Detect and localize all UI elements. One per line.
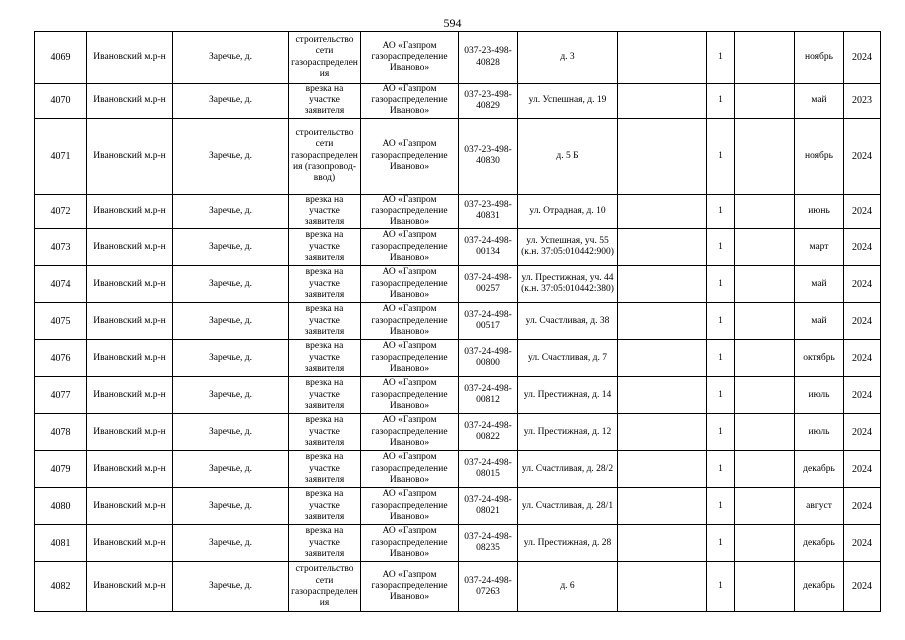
year-cell: 2024 (844, 118, 881, 194)
locality-cell: Заречье, д. (173, 194, 289, 229)
blank-cell (618, 451, 707, 488)
locality-cell: Заречье, д. (173, 84, 289, 119)
work-type-cell: строительство сети газораспределения (газопровод-ввод) (289, 118, 361, 194)
blank-cell (618, 266, 707, 303)
year-cell: 2024 (844, 266, 881, 303)
application-code-cell: 037-24-498-00134 (459, 229, 518, 266)
work-type-cell: врезка на участке заявителя (289, 525, 361, 562)
district-cell: Ивановский м.р-н (87, 340, 173, 377)
blank-cell (735, 562, 795, 612)
address-cell: ул. Успешная, уч. 55 (к.н. 37:05:010442:900) (518, 229, 618, 266)
row-number: 4072 (35, 194, 87, 229)
quantity-cell: 1 (707, 451, 735, 488)
month-cell: декабрь (795, 562, 844, 612)
year-cell: 2024 (844, 488, 881, 525)
address-cell: ул. Престижная, д. 14 (518, 377, 618, 414)
blank-cell (618, 194, 707, 229)
quantity-cell: 1 (707, 488, 735, 525)
work-type-cell: врезка на участке заявителя (289, 303, 361, 340)
address-cell: ул. Счастливая, д. 38 (518, 303, 618, 340)
year-cell: 2024 (844, 525, 881, 562)
work-type-cell: врезка на участке заявителя (289, 488, 361, 525)
address-cell: ул. Успешная, д. 19 (518, 84, 618, 119)
blank-cell (618, 32, 707, 84)
blank-cell (618, 340, 707, 377)
application-code-cell: 037-23-498-40830 (459, 118, 518, 194)
quantity-cell: 1 (707, 303, 735, 340)
table-row (35, 118, 881, 194)
locality-cell: Заречье, д. (173, 488, 289, 525)
organization-cell: АО «Газпром газораспределение Иваново» (361, 84, 459, 119)
locality-cell: Заречье, д. (173, 377, 289, 414)
blank-cell (735, 303, 795, 340)
locality-cell: Заречье, д. (173, 562, 289, 612)
blank-cell (735, 377, 795, 414)
month-cell: июль (795, 414, 844, 451)
row-number: 4077 (35, 377, 87, 414)
table-row (35, 340, 881, 377)
row-number: 4082 (35, 562, 87, 612)
table-row (35, 32, 881, 84)
work-type-cell: врезка на участке заявителя (289, 414, 361, 451)
district-cell: Ивановский м.р-н (87, 525, 173, 562)
organization-cell: АО «Газпром газораспределение Иваново» (361, 340, 459, 377)
organization-cell: АО «Газпром газораспределение Иваново» (361, 562, 459, 612)
table-row (35, 562, 881, 612)
district-cell: Ивановский м.р-н (87, 266, 173, 303)
address-cell: ул. Отрадная, д. 10 (518, 194, 618, 229)
blank-cell (735, 32, 795, 84)
year-cell: 2024 (844, 303, 881, 340)
application-code-cell: 037-24-498-08235 (459, 525, 518, 562)
month-cell: август (795, 488, 844, 525)
row-number: 4081 (35, 525, 87, 562)
locality-cell: Заречье, д. (173, 451, 289, 488)
organization-cell: АО «Газпром газораспределение Иваново» (361, 525, 459, 562)
row-number: 4071 (35, 118, 87, 194)
table-row (35, 194, 881, 229)
district-cell: Ивановский м.р-н (87, 229, 173, 266)
blank-cell (735, 340, 795, 377)
year-cell: 2024 (844, 562, 881, 612)
application-code-cell: 037-24-498-07263 (459, 562, 518, 612)
locality-cell: Заречье, д. (173, 340, 289, 377)
quantity-cell: 1 (707, 266, 735, 303)
month-cell: ноябрь (795, 32, 844, 84)
work-type-cell: врезка на участке заявителя (289, 451, 361, 488)
work-type-cell: врезка на участке заявителя (289, 84, 361, 119)
blank-cell (618, 488, 707, 525)
district-cell: Ивановский м.р-н (87, 562, 173, 612)
locality-cell: Заречье, д. (173, 525, 289, 562)
address-cell: д. 5 Б (518, 118, 618, 194)
quantity-cell: 1 (707, 84, 735, 119)
month-cell: октябрь (795, 340, 844, 377)
organization-cell: АО «Газпром газораспределение Иваново» (361, 266, 459, 303)
address-cell: ул. Счастливая, д. 28/2 (518, 451, 618, 488)
district-cell: Ивановский м.р-н (87, 414, 173, 451)
month-cell: ноябрь (795, 118, 844, 194)
year-cell: 2024 (844, 32, 881, 84)
organization-cell: АО «Газпром газораспределение Иваново» (361, 488, 459, 525)
work-type-cell: врезка на участке заявителя (289, 340, 361, 377)
organization-cell: АО «Газпром газораспределение Иваново» (361, 32, 459, 84)
quantity-cell: 1 (707, 340, 735, 377)
page-number: 594 (443, 16, 462, 30)
application-code-cell: 037-23-498-40829 (459, 84, 518, 119)
table-row (35, 303, 881, 340)
district-cell: Ивановский м.р-н (87, 118, 173, 194)
quantity-cell: 1 (707, 414, 735, 451)
address-cell: д. 6 (518, 562, 618, 612)
row-number: 4070 (35, 84, 87, 119)
blank-cell (735, 194, 795, 229)
organization-cell: АО «Газпром газораспределение Иваново» (361, 118, 459, 194)
work-type-cell: строительство сети газораспределения (289, 562, 361, 612)
year-cell: 2024 (844, 377, 881, 414)
address-cell: ул. Престижная, д. 12 (518, 414, 618, 451)
address-cell: ул. Счастливая, д. 28/1 (518, 488, 618, 525)
quantity-cell: 1 (707, 525, 735, 562)
blank-cell (618, 377, 707, 414)
table-row (35, 525, 881, 562)
organization-cell: АО «Газпром газораспределение Иваново» (361, 303, 459, 340)
district-cell: Ивановский м.р-н (87, 32, 173, 84)
table-row (35, 488, 881, 525)
month-cell: май (795, 84, 844, 119)
district-cell: Ивановский м.р-н (87, 377, 173, 414)
locality-cell: Заречье, д. (173, 266, 289, 303)
application-code-cell: 037-24-498-00822 (459, 414, 518, 451)
month-cell: июль (795, 377, 844, 414)
row-number: 4074 (35, 266, 87, 303)
month-cell: май (795, 266, 844, 303)
locality-cell: Заречье, д. (173, 32, 289, 84)
month-cell: декабрь (795, 451, 844, 488)
blank-cell (735, 229, 795, 266)
blank-cell (618, 118, 707, 194)
table-row (35, 266, 881, 303)
blank-cell (618, 303, 707, 340)
application-code-cell: 037-23-498-40828 (459, 32, 518, 84)
blank-cell (735, 414, 795, 451)
row-number: 4076 (35, 340, 87, 377)
address-cell: ул. Престижная, уч. 44 (к.н. 37:05:010442:380) (518, 266, 618, 303)
quantity-cell: 1 (707, 32, 735, 84)
blank-cell (618, 414, 707, 451)
blank-cell (735, 488, 795, 525)
month-cell: май (795, 303, 844, 340)
year-cell: 2024 (844, 414, 881, 451)
work-type-cell: врезка на участке заявителя (289, 377, 361, 414)
row-number: 4080 (35, 488, 87, 525)
row-number: 4079 (35, 451, 87, 488)
application-code-cell: 037-24-498-00257 (459, 266, 518, 303)
organization-cell: АО «Газпром газораспределение Иваново» (361, 229, 459, 266)
table-row (35, 414, 881, 451)
blank-cell (735, 451, 795, 488)
table-row (35, 377, 881, 414)
quantity-cell: 1 (707, 377, 735, 414)
year-cell: 2024 (844, 451, 881, 488)
table-body (35, 32, 881, 612)
table-row (35, 229, 881, 266)
blank-cell (618, 84, 707, 119)
district-cell: Ивановский м.р-н (87, 194, 173, 229)
blank-cell (735, 525, 795, 562)
address-cell: д. 3 (518, 32, 618, 84)
blank-cell (735, 118, 795, 194)
district-cell: Ивановский м.р-н (87, 451, 173, 488)
work-type-cell: строительство сети газораспределения (289, 32, 361, 84)
application-code-cell: 037-24-498-00812 (459, 377, 518, 414)
row-number: 4069 (35, 32, 87, 84)
district-cell: Ивановский м.р-н (87, 303, 173, 340)
quantity-cell: 1 (707, 562, 735, 612)
year-cell: 2024 (844, 194, 881, 229)
year-cell: 2024 (844, 340, 881, 377)
year-cell: 2024 (844, 229, 881, 266)
locality-cell: Заречье, д. (173, 118, 289, 194)
row-number: 4075 (35, 303, 87, 340)
blank-cell (735, 266, 795, 303)
application-code-cell: 037-24-498-08015 (459, 451, 518, 488)
district-cell: Ивановский м.р-н (87, 488, 173, 525)
row-number: 4073 (35, 229, 87, 266)
table-row (35, 451, 881, 488)
locality-cell: Заречье, д. (173, 414, 289, 451)
district-cell: Ивановский м.р-н (87, 84, 173, 119)
application-code-cell: 037-24-498-00800 (459, 340, 518, 377)
locality-cell: Заречье, д. (173, 229, 289, 266)
year-cell: 2023 (844, 84, 881, 119)
locality-cell: Заречье, д. (173, 303, 289, 340)
month-cell: декабрь (795, 525, 844, 562)
blank-cell (618, 562, 707, 612)
address-cell: ул. Престижная, д. 28 (518, 525, 618, 562)
quantity-cell: 1 (707, 194, 735, 229)
quantity-cell: 1 (707, 118, 735, 194)
quantity-cell: 1 (707, 229, 735, 266)
work-type-cell: врезка на участке заявителя (289, 266, 361, 303)
organization-cell: АО «Газпром газораспределение Иваново» (361, 377, 459, 414)
organization-cell: АО «Газпром газораспределение Иваново» (361, 194, 459, 229)
application-code-cell: 037-24-498-00517 (459, 303, 518, 340)
month-cell: июнь (795, 194, 844, 229)
gasification-table (34, 31, 881, 612)
organization-cell: АО «Газпром газораспределение Иваново» (361, 451, 459, 488)
table-row (35, 84, 881, 119)
address-cell: ул. Счастливая, д. 7 (518, 340, 618, 377)
organization-cell: АО «Газпром газораспределение Иваново» (361, 414, 459, 451)
row-number: 4078 (35, 414, 87, 451)
work-type-cell: врезка на участке заявителя (289, 194, 361, 229)
application-code-cell: 037-23-498-40831 (459, 194, 518, 229)
work-type-cell: врезка на участке заявителя (289, 229, 361, 266)
blank-cell (735, 84, 795, 119)
application-code-cell: 037-24-498-08021 (459, 488, 518, 525)
month-cell: март (795, 229, 844, 266)
blank-cell (618, 525, 707, 562)
blank-cell (618, 229, 707, 266)
